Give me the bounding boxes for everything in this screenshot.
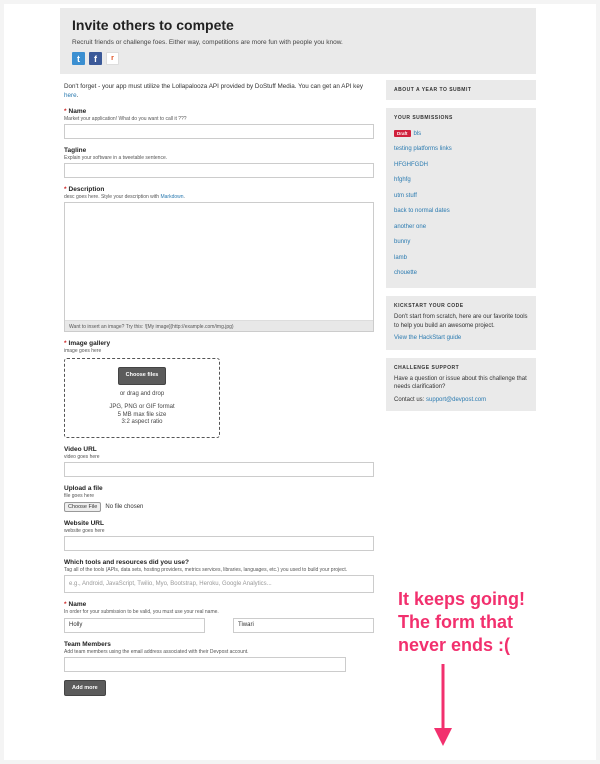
draft-badge: Draft (394, 130, 411, 137)
submission-item[interactable]: hfghfg (394, 177, 411, 184)
team-member-input[interactable] (64, 657, 346, 672)
submissions-list (394, 126, 528, 281)
name-help: Market your application! What do you want to call it ??? (64, 116, 187, 122)
tagline-help: Explain your software in a tweetable sentence. (64, 155, 168, 161)
invite-panel (60, 8, 536, 74)
submission-item[interactable]: back to normal dates (394, 208, 450, 215)
hackstart-link[interactable]: View the HackStart guide (394, 335, 462, 341)
drag-drop-text: or drag and drop (119, 390, 165, 397)
size-text: 5 MB max file size (117, 411, 167, 418)
format-text: JPG, PNG or GIF format (109, 404, 175, 410)
annotation-text: It keeps going! The form that never ends :( (398, 589, 526, 655)
kickstart-title: KICKSTART YOUR CODE (394, 303, 464, 309)
name-label: Name (68, 108, 87, 115)
video-label: Video URL (64, 446, 97, 453)
last-name-input[interactable]: Tiwari (233, 618, 374, 633)
tagline-input[interactable] (64, 163, 374, 178)
submission-item[interactable]: chouette (394, 270, 418, 277)
deadline-box (386, 80, 536, 100)
file-status: No file chosen (105, 504, 144, 510)
markdown-link[interactable]: Markdown (160, 194, 184, 200)
video-input[interactable] (64, 462, 374, 477)
invite-subtitle: Recruit friends or challenge foes. Either way, competitions are more fun with people you know. (72, 39, 343, 46)
down-arrow-icon (432, 664, 454, 748)
tools-label: Which tools and resources did you use? (64, 559, 189, 566)
name-input[interactable] (64, 124, 374, 139)
image-dropzone[interactable] (64, 358, 220, 438)
upload-field-group (64, 485, 376, 512)
file-picker (64, 502, 376, 512)
submission-item[interactable]: testing platforms links (394, 146, 452, 153)
kickstart-box (386, 296, 536, 350)
choose-file-button[interactable]: Choose File (64, 502, 101, 512)
first-name-input[interactable]: Holly (64, 618, 205, 633)
tools-help: Tag all of the tools (APIs, data sets, hosting providers, metrics services, libraries, languages, etc.) you used to build your project. (64, 567, 348, 573)
submissions-box (386, 108, 536, 288)
website-input[interactable] (64, 536, 374, 551)
deadline-title: ABOUT A YEAR TO SUBMIT (394, 87, 472, 93)
facebook-icon[interactable]: f (89, 52, 102, 65)
tagline-label: Tagline (64, 147, 87, 154)
gallery-help: image goes here (64, 348, 102, 354)
tools-field-group (64, 559, 376, 593)
team-label: Team Members (64, 641, 111, 648)
support-text: Have a question or issue about this challenge that needs clarification? (394, 375, 527, 390)
tagline-field-group (64, 147, 376, 178)
api-key-link[interactable]: here (64, 92, 77, 99)
kickstart-text: Don't start from scratch, here are our favorite tools to help you build an awesome project. (394, 314, 528, 329)
website-field-group (64, 520, 376, 551)
gallery-label: Image gallery (68, 340, 111, 347)
video-help: video goes here (64, 454, 100, 460)
tools-input[interactable]: e.g., Android, JavaScript, Twilio, Myo, Bootstrap, Heroku, Google Analytics... (64, 575, 374, 593)
fullname-field-group: * Name In order for your submission to be valid, you must use your real name. Holly Tiwari (64, 601, 376, 633)
add-more-button[interactable]: Add more (64, 680, 106, 696)
website-label: Website URL (64, 520, 104, 527)
upload-help: file goes here (64, 493, 95, 499)
twitter-icon[interactable]: t (72, 52, 85, 65)
submission-item[interactable]: utm stuff (394, 192, 417, 199)
social-buttons (72, 52, 524, 65)
video-field-group (64, 446, 376, 477)
upload-label: Upload a file (64, 485, 103, 492)
support-box: CHALLENGE SUPPORT Have a question or issue about this challenge that needs clarification? Contact us: support@devpost.com (386, 358, 536, 412)
ratio-text: 3:2 aspect ratio (121, 419, 163, 425)
description-help: desc goes here. Style your description with Markdown. (64, 194, 185, 200)
fullname-help: In order for your submission to be valid, you must use your real name. (64, 609, 219, 615)
team-help: Add team members using the email address associated with their Devpost account. (64, 649, 249, 655)
description-textarea[interactable] (64, 202, 374, 332)
support-title: CHALLENGE SUPPORT (394, 364, 460, 371)
description-field-group: * Description desc goes here. Style your description with Markdown. Want to insert an image? Try this: ![My image](http://example.com/img.jpg) (64, 186, 376, 332)
team-field-group (64, 641, 376, 672)
choose-files-button[interactable]: Choose files (118, 367, 167, 385)
submission-item[interactable]: lamb (394, 254, 408, 261)
sidebar (386, 80, 536, 419)
api-note: Don't forget - your app must utilize the Lollapalooza API provided by DoStuff Media. You can get an API key here. (64, 83, 363, 99)
submissions-title: YOUR SUBMISSIONS (394, 115, 453, 121)
submission-item[interactable]: bunny (394, 239, 411, 246)
submission-item[interactable]: another one (394, 223, 427, 230)
support-email-link[interactable]: support@devpost.com (426, 396, 487, 403)
fullname-label: Name (68, 601, 87, 608)
website-help: website goes here (64, 528, 105, 534)
description-footer: Want to insert an image? Try this: ![My image](http://example.com/img.jpg) (65, 320, 373, 331)
description-label: Description (68, 186, 105, 193)
submission-item[interactable]: HFGHFGDH (394, 161, 428, 168)
invite-title: Invite others to compete (72, 17, 234, 33)
name-field-group: * Name Market your application! What do you want to call it ??? (64, 108, 376, 139)
submission-form (64, 82, 376, 696)
submission-item[interactable]: Draft bls (394, 126, 528, 142)
gallery-field-group: * Image gallery image goes here Choose files or drag and drop JPG, PNG or GIF format 5 MB max file size 3:2 aspect ratio (64, 340, 376, 438)
reddit-icon[interactable]: r (106, 52, 119, 65)
